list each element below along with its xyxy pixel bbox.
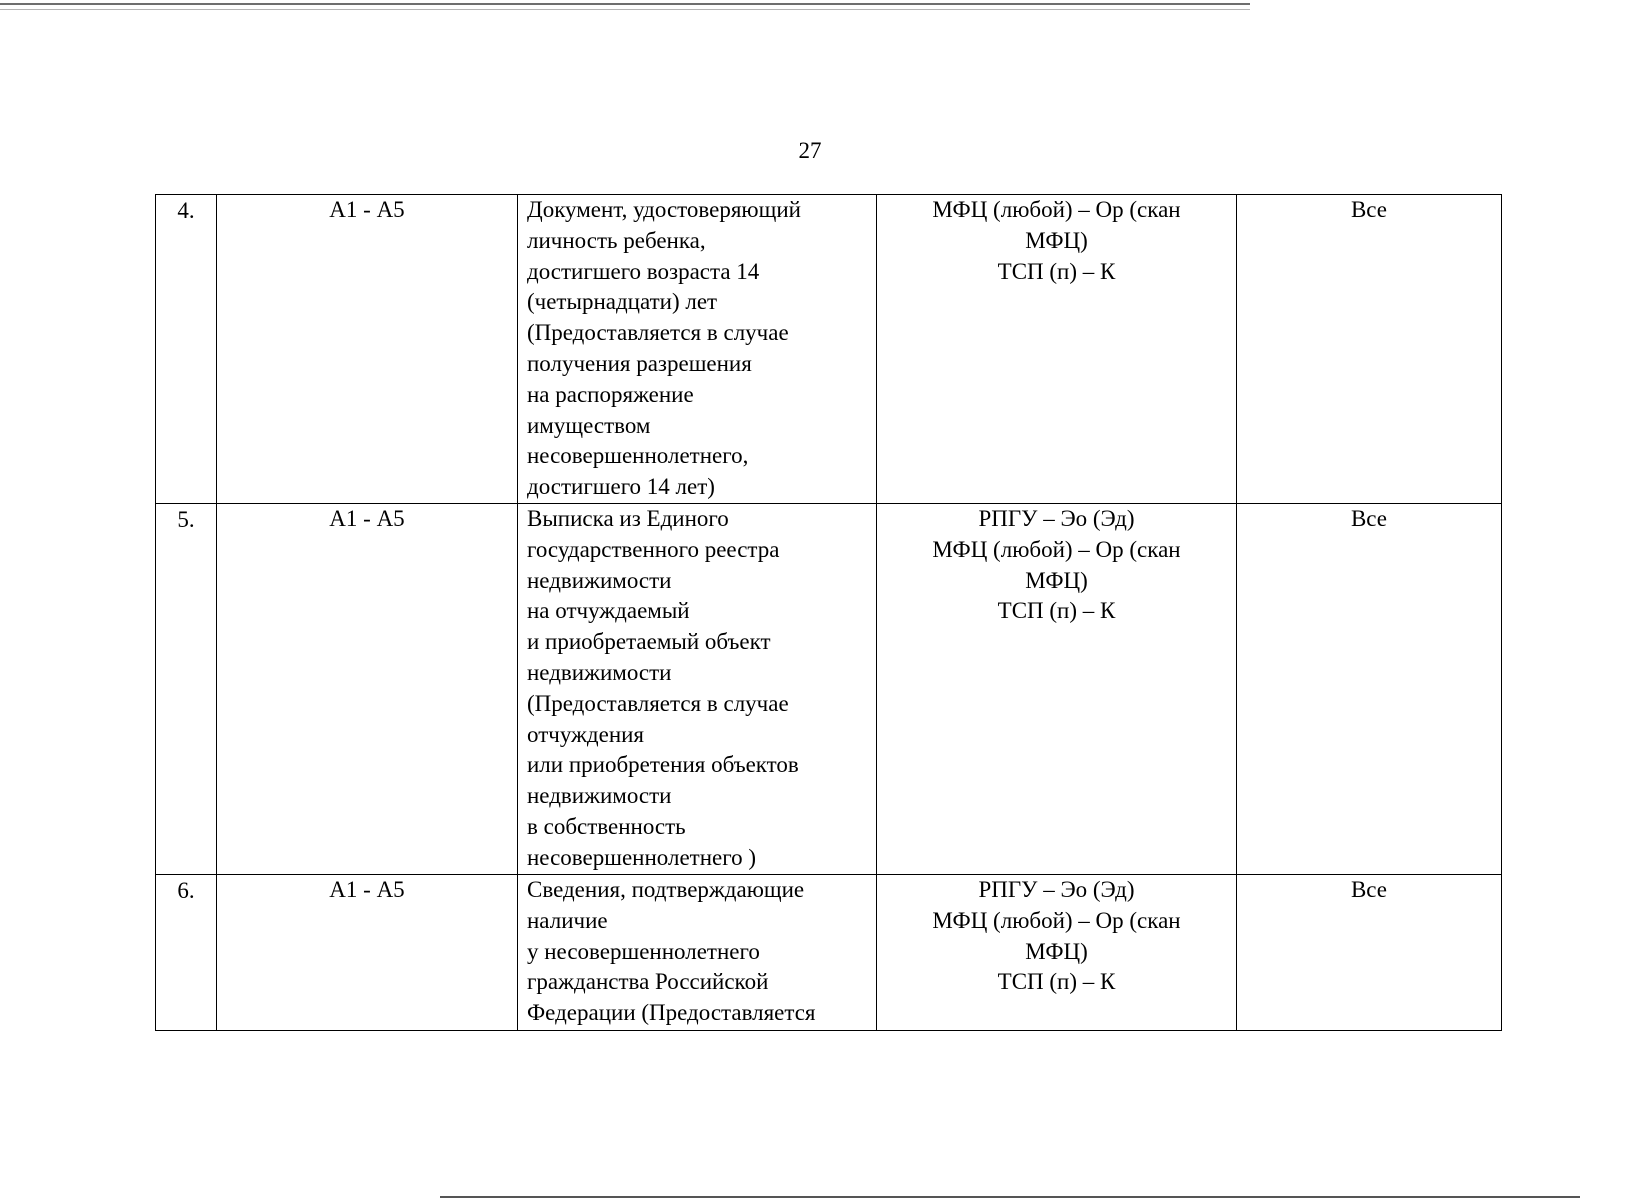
document-name-line: Выписка из Единого [527,505,729,531]
submission-method-line: МФЦ) [1025,938,1088,964]
document-name-cell [518,874,877,1030]
applicant-category: А1 - А5 [329,505,405,531]
scan-edge-line [440,1196,1580,1198]
document-name-line: Документ, удостоверяющий [527,197,801,222]
document-name-line: на распоряжение [527,381,694,407]
submission-method-line: РПГУ – Эо (Эд) [978,505,1135,531]
document-name-cell [518,503,877,874]
document-name-line: у несовершеннолетнего [527,938,760,964]
submission-method-line: ТСП (п) – К [997,598,1116,624]
submission-method-cell [877,195,1237,504]
applicants-value: Все [1350,876,1388,902]
document-name-line: личность ребенка, [527,227,706,253]
submission-method-line: ТСП (п) – К [997,258,1116,284]
document-name-line: получения разрешения [527,350,752,376]
document-name-line: наличие [527,907,608,933]
document-name-line: недвижимости [527,783,672,809]
document-name-line: достигшего 14 лет) [527,474,715,500]
document-name-line: имуществом [527,412,651,438]
applicants-value: Все [1350,197,1388,222]
applicants-cell [1237,874,1502,1030]
submission-method-line: ТСП (п) – К [997,969,1116,995]
submission-method-line: МФЦ) [1025,567,1088,593]
applicants-cell [1237,195,1502,504]
row-number-cell [156,195,217,504]
table-row [156,503,1502,874]
applicant-category-cell [217,195,518,504]
submission-method-line: РПГУ – Эо (Эд) [978,876,1135,902]
document-name-line: Сведения, подтверждающие [527,876,805,902]
submission-method-line: МФЦ (любой) – Ор (скан [932,907,1181,933]
applicants-cell [1237,503,1502,874]
row-number: 4. [177,198,195,223]
document-name-line: на отчуждаемый [527,598,690,624]
document-name-line: достигшего возраста 14 [527,258,760,284]
document-name-line: (Предоставляется в случае [527,690,789,716]
document-name-line: гражданства Российской [527,969,769,995]
documents-table [155,194,1502,1031]
applicant-category: А1 - А5 [329,876,405,902]
document-name-line: государственного реестра [527,536,780,562]
applicants-value: Все [1350,505,1388,531]
submission-method-cell [877,503,1237,874]
scan-edge-line [0,9,1250,10]
document-name-line: в собственность [527,813,686,839]
row-number-cell [156,874,217,1030]
document-name-line: или приобретения объектов [527,752,799,778]
document-name-line: и приобретаемый объект [527,629,771,655]
applicant-category-cell [217,874,518,1030]
document-name-line: Федерации (Предоставляется [527,1000,816,1026]
document-name-line: отчуждения [527,721,645,747]
document-name-cell [518,195,877,504]
document-name-line: несовершеннолетнего ) [527,844,756,870]
table-row [156,195,1502,504]
row-number: 5. [177,506,195,532]
applicant-category-cell [217,503,518,874]
applicant-category: А1 - А5 [329,197,405,222]
table-row [156,874,1502,1030]
submission-method-line: МФЦ) [1025,227,1088,253]
document-name-line: (четырнадцати) лет [527,289,718,315]
page-number: 27 [798,138,822,163]
document-name-line: (Предоставляется в случае [527,320,789,346]
row-number: 6. [177,877,195,903]
submission-method-line: МФЦ (любой) – Ор (скан [932,197,1181,222]
document-name-line: недвижимости [527,567,672,593]
scan-edge-line [0,3,1250,5]
row-number-cell [156,503,217,874]
submission-method-cell [877,874,1237,1030]
submission-method-line: МФЦ (любой) – Ор (скан [932,536,1181,562]
document-name-line: несовершеннолетнего, [527,443,749,469]
document-name-line: недвижимости [527,659,672,685]
